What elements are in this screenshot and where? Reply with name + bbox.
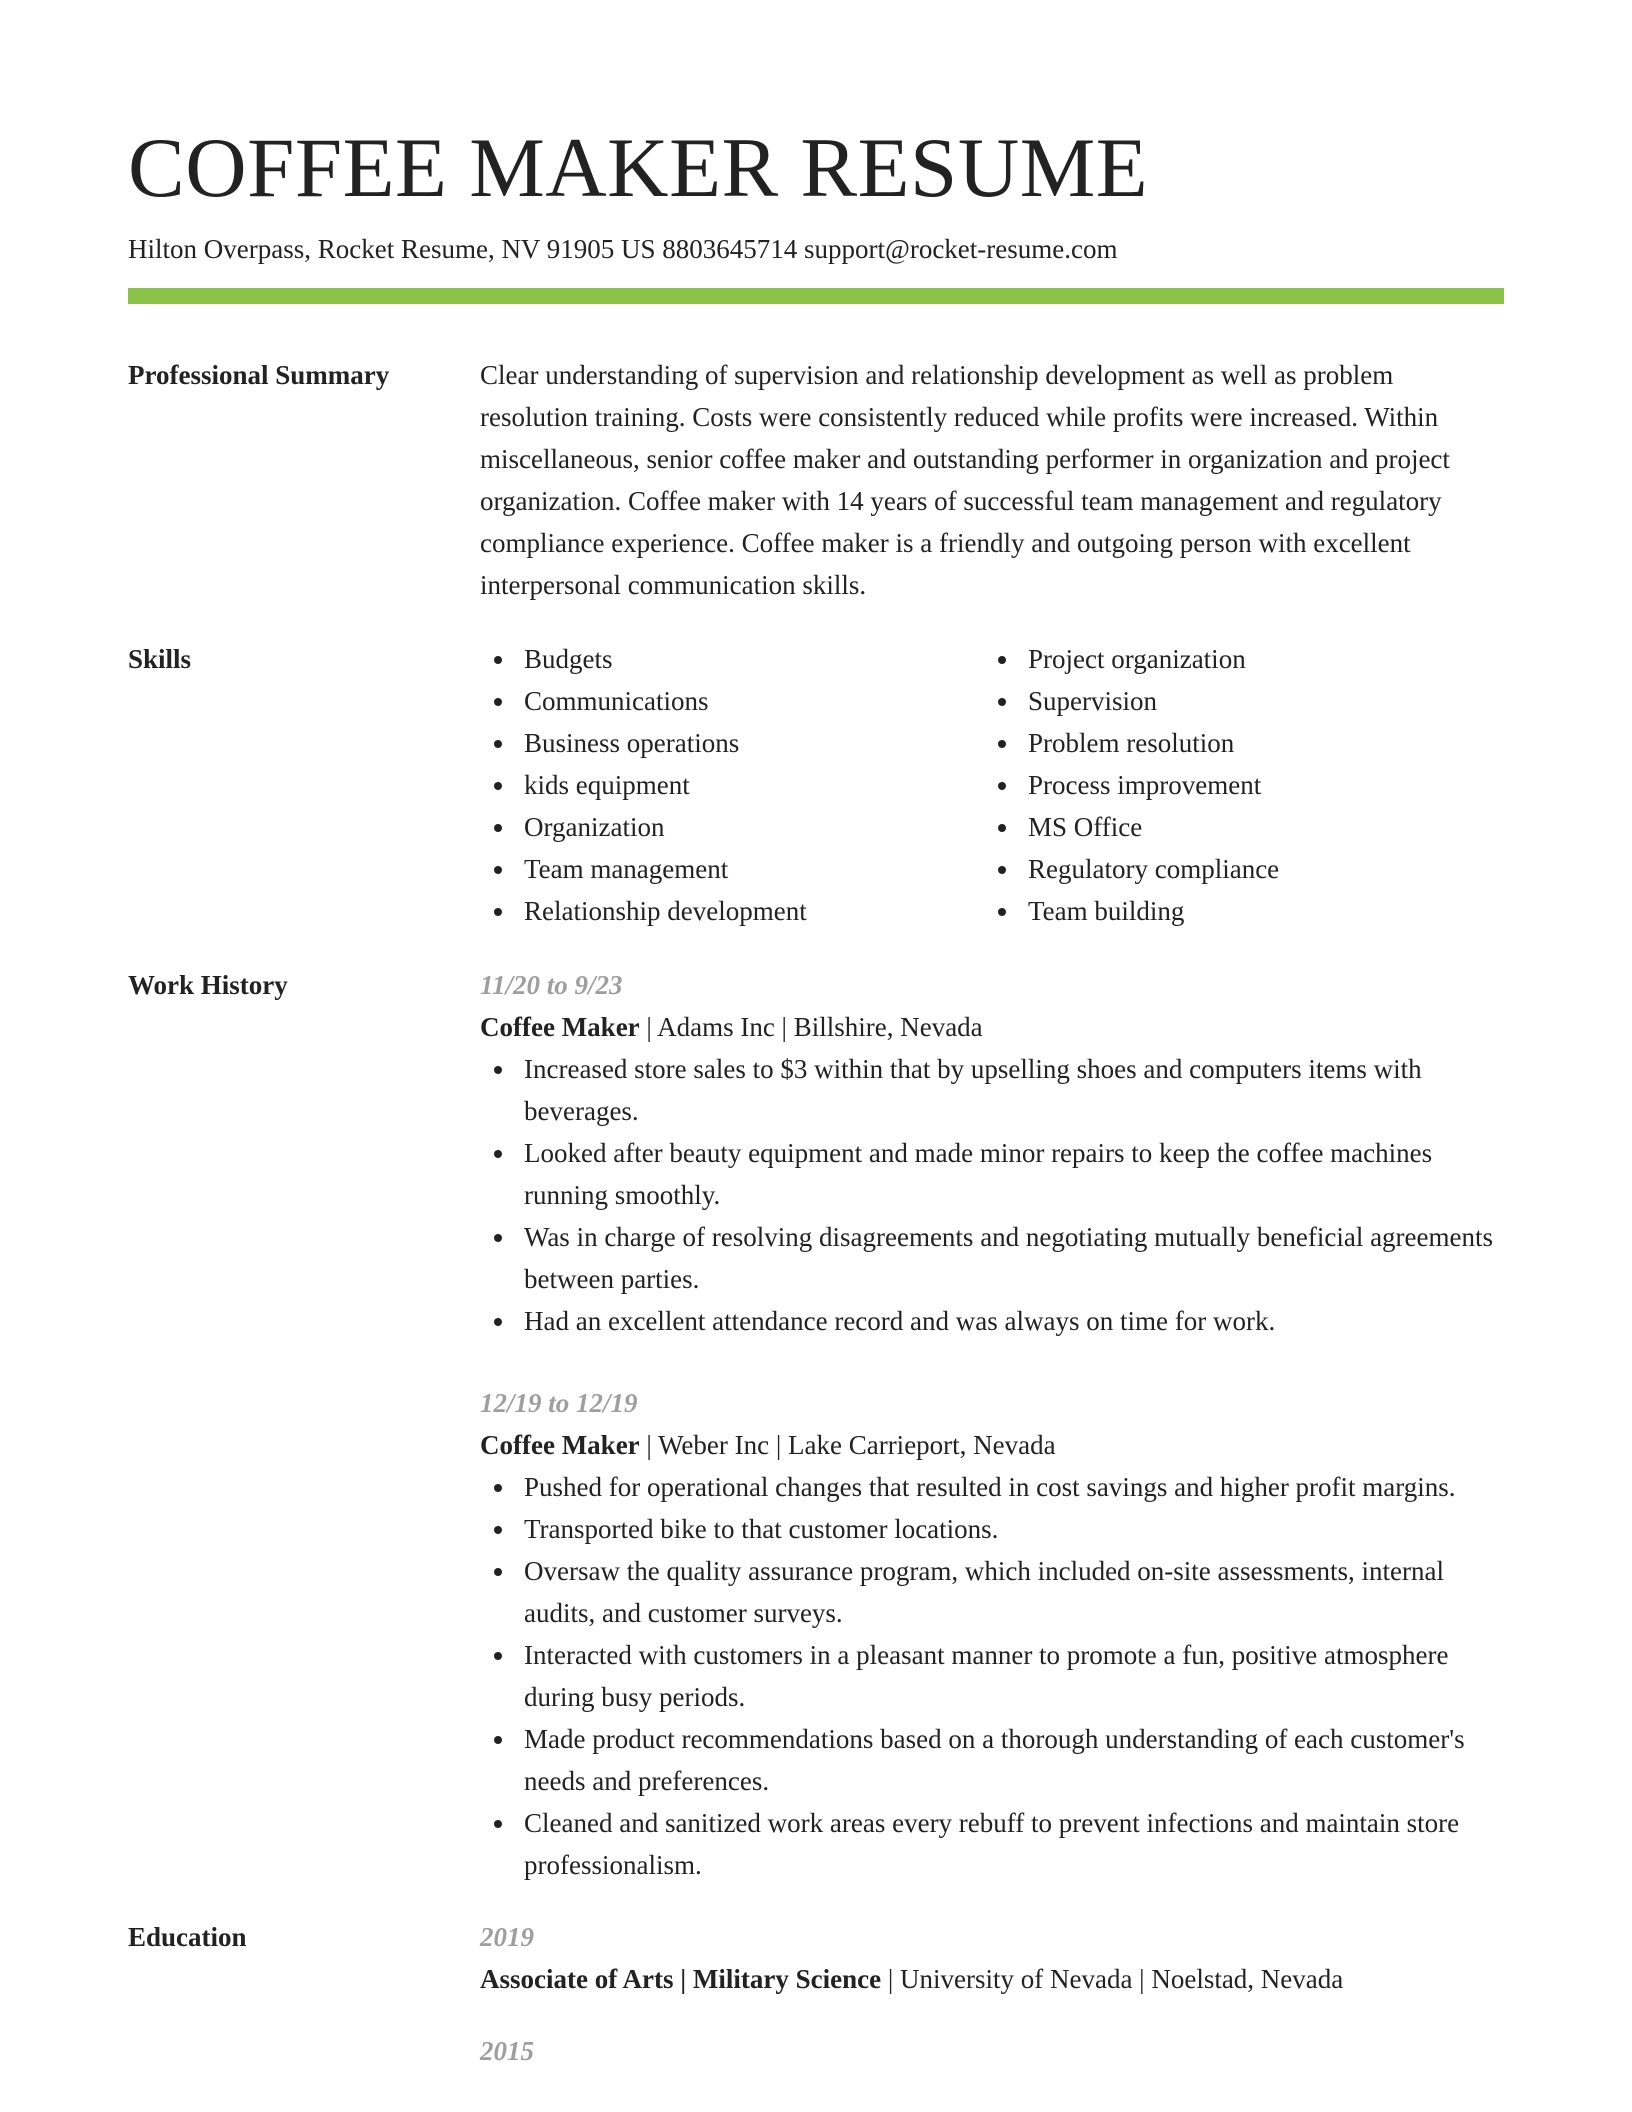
skill-item: kids equipment xyxy=(480,764,984,806)
section-label: Work History xyxy=(128,970,288,1000)
job-employer: | Adams Inc | Billshire, Nevada xyxy=(639,1012,983,1042)
bullet-icon xyxy=(494,824,502,832)
job-entry xyxy=(480,1382,1504,1886)
contact-line: Hilton Overpass, Rocket Resume, NV 91905 US 8803645714 support@rocket-resume.com xyxy=(128,234,1118,264)
job-title: Coffee Maker xyxy=(480,1012,640,1042)
skill-item: Regulatory compliance xyxy=(984,848,1488,890)
bullet-icon xyxy=(494,740,502,748)
bullet-icon xyxy=(998,908,1006,916)
duty-item: Interacted with customers in a pleasant manner to promote a fun, positive atmosphere during busy periods. xyxy=(480,1634,1504,1718)
job-entry xyxy=(480,964,1504,1342)
bullet-icon xyxy=(494,1736,502,1744)
bullet-icon xyxy=(494,1820,502,1828)
education-entries xyxy=(480,1916,1504,2072)
skills-columns xyxy=(480,638,1504,932)
duty-item: Transported bike to that customer locations. xyxy=(480,1508,1504,1550)
bullet-icon xyxy=(494,1234,502,1242)
duty-item: Looked after beauty equipment and made minor repairs to keep the coffee machines running smoothly. xyxy=(480,1132,1504,1216)
education-heading xyxy=(480,1958,1504,2000)
education-date: 2015 xyxy=(480,2036,534,2066)
skill-item: Team building xyxy=(984,890,1488,932)
school: | University of Nevada | Noelstad, Nevada xyxy=(881,1964,1344,1994)
resume-page xyxy=(128,0,1504,2072)
bullet-icon xyxy=(998,866,1006,874)
skill-item: Budgets xyxy=(480,638,984,680)
skill-item: Business operations xyxy=(480,722,984,764)
bullet-icon xyxy=(494,1652,502,1660)
skill-item: Communications xyxy=(480,680,984,722)
bullet-icon xyxy=(998,740,1006,748)
section-label: Skills xyxy=(128,644,192,674)
skill-item: Project organization xyxy=(984,638,1488,680)
accent-divider xyxy=(128,288,1504,304)
duty-item: Pushed for operational changes that resulted in cost savings and higher profit margins. xyxy=(480,1466,1504,1508)
skill-item: Relationship development xyxy=(480,890,984,932)
section-work-history xyxy=(128,964,1504,1886)
summary-text: Clear understanding of supervision and relationship development as well as problem resolution training. Costs were consistently reduced while profits were increased. Within miscellaneous, senior coffee maker and outstanding performer in organization and project organization. Coffee maker with 14 years of successful team management and regulatory compliance experience. Coffee maker is a friendly and outgoing person with excellent interpersonal communication skills. xyxy=(480,360,1450,600)
skill-item: Problem resolution xyxy=(984,722,1488,764)
bullet-icon xyxy=(494,1150,502,1158)
section-skills xyxy=(128,638,1504,932)
resume-title: COFFEE MAKER RESUME xyxy=(128,121,1149,215)
bullet-icon xyxy=(494,1484,502,1492)
skill-item: Process improvement xyxy=(984,764,1488,806)
skill-item: Supervision xyxy=(984,680,1488,722)
job-duties xyxy=(480,1048,1504,1342)
duty-item: Cleaned and sanitized work areas every rebuff to prevent infections and maintain store professionalism. xyxy=(480,1802,1504,1886)
job-dates: 12/19 to 12/19 xyxy=(480,1388,638,1418)
duty-item: Was in charge of resolving disagreements and negotiating mutually beneficial agreements between parties. xyxy=(480,1216,1504,1300)
education-entry xyxy=(480,2030,1504,2072)
section-label: Professional Summary xyxy=(128,360,390,390)
bullet-icon xyxy=(494,656,502,664)
duty-item: Oversaw the quality assurance program, which included on-site assessments, internal audits, and customer surveys. xyxy=(480,1550,1504,1634)
bullet-icon xyxy=(998,782,1006,790)
section-professional-summary xyxy=(128,354,1504,606)
section-education xyxy=(128,1916,1504,2072)
job-employer: | Weber Inc | Lake Carrieport, Nevada xyxy=(639,1430,1056,1460)
skill-item: Organization xyxy=(480,806,984,848)
duty-item: Increased store sales to $3 within that by upselling shoes and computers items with beverages. xyxy=(480,1048,1504,1132)
job-heading xyxy=(480,1424,1504,1466)
job-duties xyxy=(480,1466,1504,1886)
job-heading xyxy=(480,1006,1504,1048)
job-dates: 11/20 to 9/23 xyxy=(480,970,623,1000)
bullet-icon xyxy=(494,866,502,874)
duty-item: Made product recommendations based on a thorough understanding of each customer's needs and preferences. xyxy=(480,1718,1504,1802)
education-entry xyxy=(480,1916,1504,2000)
skills-column-right xyxy=(984,638,1488,932)
education-date: 2019 xyxy=(480,1922,534,1952)
bullet-icon xyxy=(494,1318,502,1326)
degree: Associate of Arts | Military Science xyxy=(480,1964,882,1994)
bullet-icon xyxy=(998,824,1006,832)
bullet-icon xyxy=(494,908,502,916)
bullet-icon xyxy=(494,782,502,790)
duty-item: Had an excellent attendance record and was always on time for work. xyxy=(480,1300,1504,1342)
skill-item: Team management xyxy=(480,848,984,890)
bullet-icon xyxy=(494,1568,502,1576)
bullet-icon xyxy=(494,698,502,706)
skill-item: MS Office xyxy=(984,806,1488,848)
job-title: Coffee Maker xyxy=(480,1430,640,1460)
bullet-icon xyxy=(494,1066,502,1074)
bullet-icon xyxy=(998,656,1006,664)
bullet-icon xyxy=(494,1526,502,1534)
bullet-icon xyxy=(998,698,1006,706)
skills-column-left xyxy=(480,638,984,932)
section-label: Education xyxy=(128,1922,247,1952)
work-entries xyxy=(480,964,1504,1886)
